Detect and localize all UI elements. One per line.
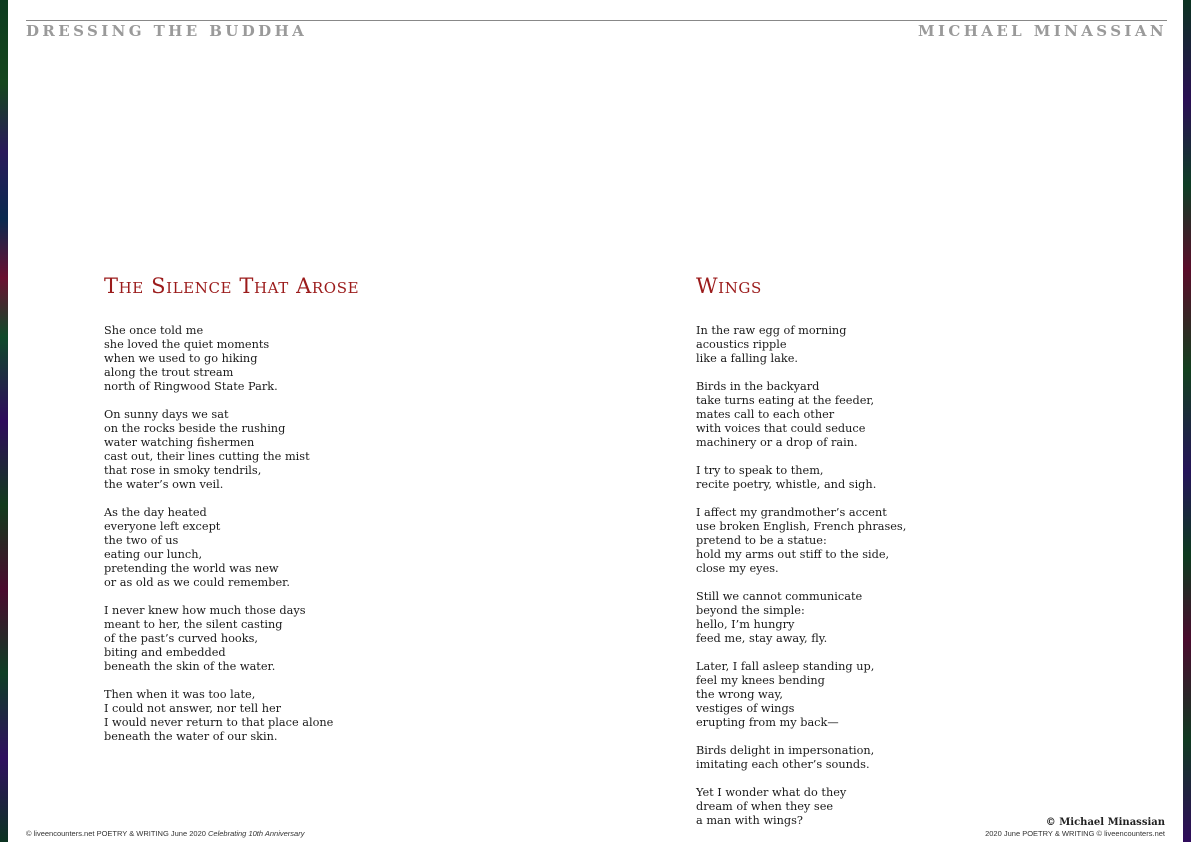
- poem-line: erupting from my back—: [696, 716, 839, 729]
- poem-line: machinery or a drop of rain.: [696, 436, 858, 449]
- poem-line: a man with wings?: [696, 814, 803, 827]
- left-decorative-border: [0, 0, 8, 842]
- poem-line: water watching fishermen: [104, 436, 255, 449]
- poem-line: pretend to be a statue:: [696, 534, 827, 547]
- poem-line: Still we cannot communicate: [696, 590, 863, 603]
- right-decorative-border: [1183, 0, 1191, 842]
- poem-line: beneath the water of our skin.: [104, 730, 278, 743]
- poem-line: of the past’s curved hooks,: [104, 632, 258, 645]
- poem-line: Later, I fall asleep standing up,: [696, 660, 875, 673]
- stanza: [104, 324, 359, 394]
- poem-line: I would never return to that place alone: [104, 716, 334, 729]
- poem-line: I affect my grandmother’s accent: [696, 506, 887, 519]
- poem-line: when we used to go hiking: [104, 352, 258, 365]
- stanza: [104, 604, 359, 674]
- poem-line: In the raw egg of morning: [696, 324, 847, 337]
- copyright-author: © Michael Minassian: [1045, 817, 1165, 828]
- poem-line: I could not answer, nor tell her: [104, 702, 282, 715]
- poem-line: cast out, their lines cutting the mist: [104, 450, 310, 463]
- poem-line: with voices that could seduce: [696, 422, 866, 435]
- poem-line: take turns eating at the feeder,: [696, 394, 875, 407]
- poem-wings: [696, 272, 906, 842]
- author-name: MICHAEL MINASSIAN: [917, 22, 1167, 40]
- stanza: [104, 506, 359, 590]
- poem-line: mates call to each other: [696, 408, 835, 421]
- poem-line: eating our lunch,: [104, 548, 203, 561]
- poem-line: Birds in the backyard: [696, 380, 820, 393]
- poem-line: everyone left except: [104, 520, 221, 533]
- poem-line: beneath the skin of the water.: [104, 660, 276, 673]
- poem-line: As the day heated: [104, 506, 207, 519]
- poem-line: On sunny days we sat: [104, 408, 229, 421]
- footer-anniversary: Celebrating 10th Anniversary: [208, 829, 305, 838]
- stanza: [696, 744, 906, 772]
- poem-line: north of Ringwood State Park.: [104, 380, 278, 393]
- poem-line: beyond the simple:: [696, 604, 805, 617]
- poem-body: [696, 324, 906, 828]
- poem-line: vestiges of wings: [696, 702, 795, 715]
- stanza: [696, 506, 906, 576]
- poem-line: like a falling lake.: [696, 352, 798, 365]
- poem-line: feed me, stay away, fly.: [696, 632, 828, 645]
- poem-line: she loved the quiet moments: [104, 338, 270, 351]
- poem-body: [104, 324, 359, 744]
- stanza: [696, 464, 906, 492]
- footer-publication-right: 2020 June POETRY & WRITING © liveencounters.net: [985, 829, 1165, 838]
- poem-line: recite poetry, whistle, and sigh.: [696, 478, 877, 491]
- poem-line: She once told me: [104, 324, 204, 337]
- stanza: [696, 786, 906, 828]
- stanza: [696, 590, 906, 646]
- section-title: DRESSING THE BUDDHA: [26, 22, 308, 40]
- stanza: [696, 660, 906, 730]
- poem-line: dream of when they see: [696, 800, 834, 813]
- poem-line: or as old as we could remember.: [104, 576, 290, 589]
- poem-silence-that-arose: [104, 272, 359, 758]
- poem-title: The Silence That Arose: [104, 274, 360, 298]
- stanza: [104, 408, 359, 492]
- poem-line: Yet I wonder what do they: [696, 786, 847, 799]
- poem-line: the wrong way,: [696, 688, 783, 701]
- poem-line: imitating each other’s sounds.: [696, 758, 870, 771]
- poem-line: hold my arms out stiff to the side,: [696, 548, 890, 561]
- poem-line: acoustics ripple: [696, 338, 787, 351]
- stanza: [696, 380, 906, 450]
- poem-line: pretending the world was new: [104, 562, 279, 575]
- poem-line: that rose in smoky tendrils,: [104, 464, 262, 477]
- poem-line: Then when it was too late,: [104, 688, 256, 701]
- footer-left: [26, 829, 304, 839]
- stanza: [104, 688, 359, 744]
- footer-publication: © liveencounters.net POETRY & WRITING June 2020: [26, 829, 208, 838]
- poem-line: close my eyes.: [696, 562, 779, 575]
- poem-line: the water’s own veil.: [104, 478, 224, 491]
- poem-title: Wings: [696, 274, 762, 298]
- poem-line: meant to her, the silent casting: [104, 618, 283, 631]
- stanza: [696, 324, 906, 366]
- poem-line: Birds delight in impersonation,: [696, 744, 875, 757]
- poem-line: I try to speak to them,: [696, 464, 824, 477]
- poem-line: feel my knees bending: [696, 674, 825, 687]
- footer-right: [985, 816, 1165, 839]
- poem-line: along the trout stream: [104, 366, 234, 379]
- poem-line: on the rocks beside the rushing: [104, 422, 286, 435]
- poem-line: use broken English, French phrases,: [696, 520, 907, 533]
- poem-line: the two of us: [104, 534, 179, 547]
- poem-line: I never knew how much those days: [104, 604, 306, 617]
- poem-line: hello, I’m hungry: [696, 618, 795, 631]
- poem-line: biting and embedded: [104, 646, 226, 659]
